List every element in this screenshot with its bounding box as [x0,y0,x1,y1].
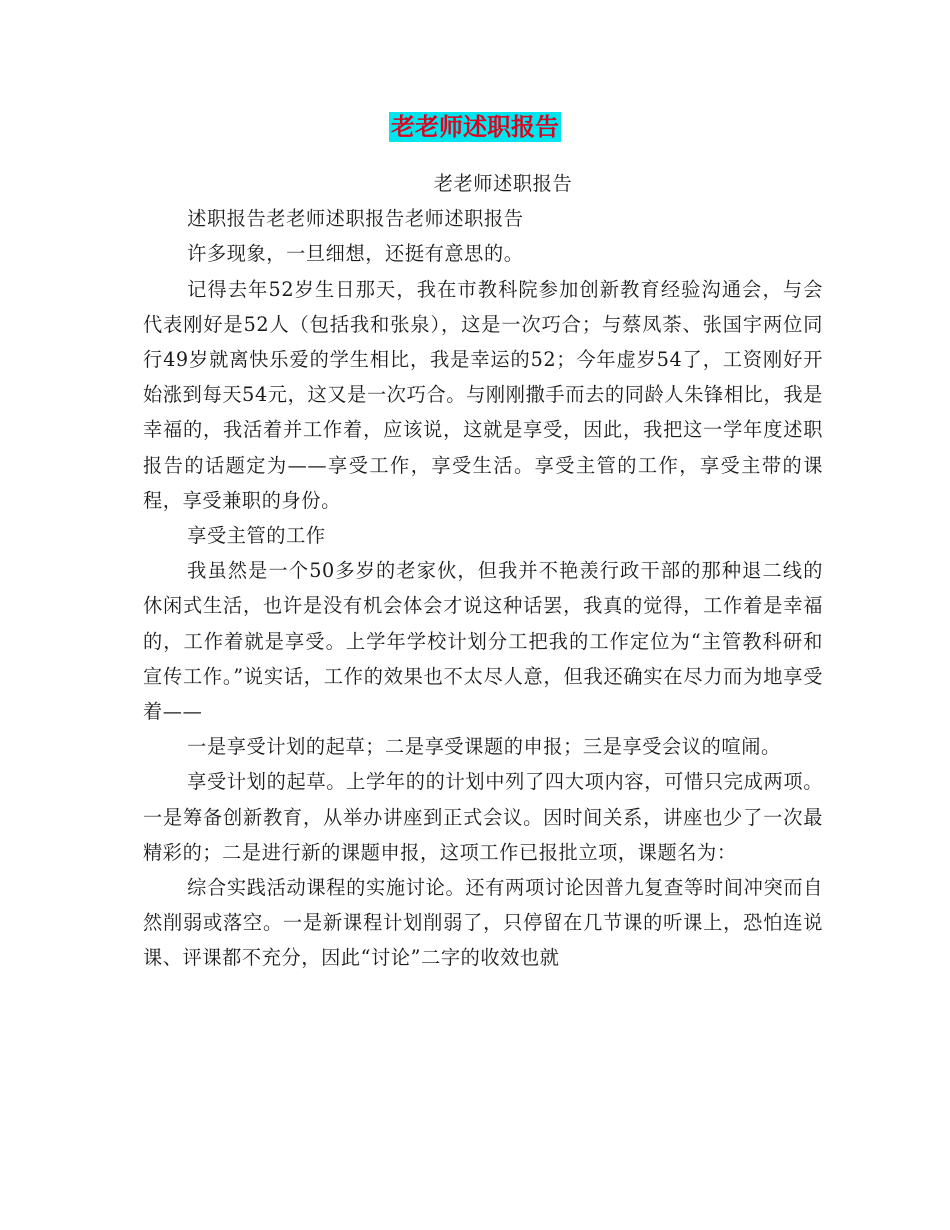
paragraph: 综合实践活动课程的实施讨论。还有两项讨论因普九复查等时间冲突而自然削弱或落空。一是新课程计划削弱了，只停留在几节课的听课上，恐怕连说课、评课都不充分，因此“讨论”二字的收效也就 [143,876,823,970]
paragraph: 记得去年52岁生日那天，我在市教科院参加创新教育经验沟通会，与会代表刚好是52人（包括我和张泉），这是一次巧合；与蔡凤荼、张国宇两位同行49岁就离快乐爱的学生相比，我是幸运的52；今年虚岁54了，工资刚好开始涨到每天54元，这又是一次巧合。与刚刚撒手而去的同龄人朱锋相比，我是幸福的，我活着并工作着，应该说，这就是享受，因此，我把这一学年度述职报告的话题定为——享受工作，享受生活。享受主管的工作，享受主带的课程，享受兼职的身份。 [143,277,823,512]
document-subtitle: 老老师述职报告 [433,172,573,195]
paragraph: 我虽然是一个50多岁的老家伙，但我并不艳羡行政干部的那种退二线的休闲式生活，也许是没有机会体会才说这种话罢，我真的觉得，工作着是幸福的，工作着就是享受。上学年学校计划分工把我的工作定位为“主管教科研和宣传工作。”说实话，工作的效果也不太尽人意，但我还确实在尽力而为地享受着—— [143,559,823,724]
paragraph: 享受计划的起草。上学年的的计划中列了四大项内容，可惜只完成两项。一是筹备创新教育，从举办讲座到正式会议。因时间关系，讲座也少了一次最精彩的；二是进行新的课题申报，这项工作已报批立项，课题名为： [143,770,823,864]
document-body [143,166,823,976]
paragraph: 许多现象，一旦细想，还挺有意思的。 [187,242,524,266]
document-title: 老老师述职报告 [391,113,559,141]
paragraph: 述职报告老老师述职报告老师述职报告 [187,207,524,231]
paragraph: 一是享受计划的起草；二是享受课题的申报；三是享受会议的喧闹。 [187,735,781,759]
section-heading: 享受主管的工作 [187,524,326,548]
title-wrap [0,112,950,142]
